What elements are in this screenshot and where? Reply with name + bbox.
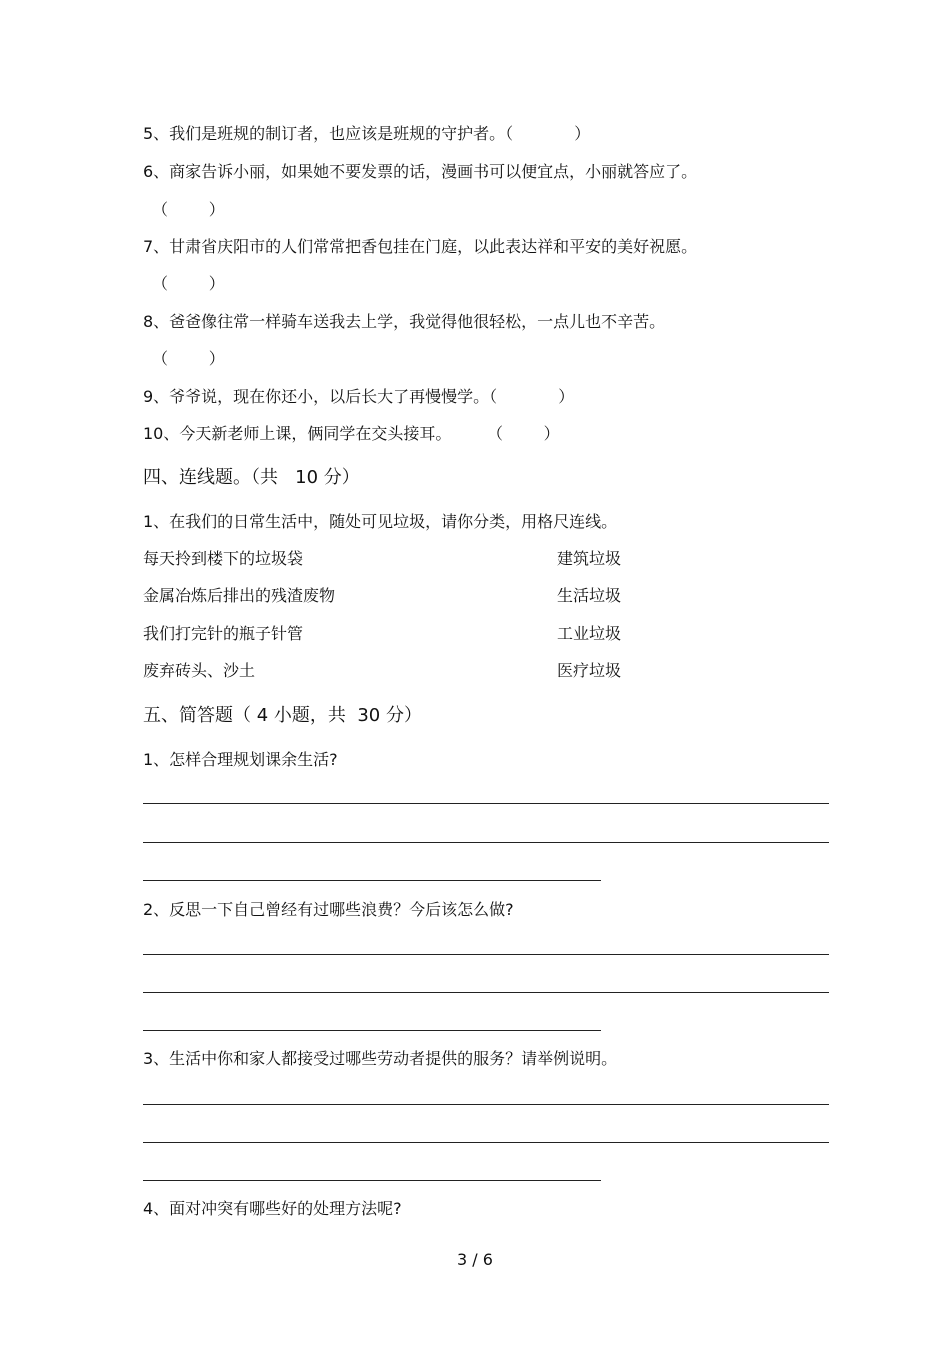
- matching-right-item: 医疗垃圾: [557, 661, 622, 680]
- matching-left-item: 我们打完针的瓶子针管: [143, 624, 304, 643]
- matching-right-item: 建筑垃圾: [557, 549, 622, 568]
- matching-instruction: 1、在我们的日常生活中，随处可见垃圾，请你分类，用格尺连线。: [143, 512, 618, 531]
- answer-line: [143, 1142, 829, 1143]
- short-answer-question-3: 3、生活中你和家人都接受过哪些劳动者提供的服务？请举例说明。: [143, 1049, 618, 1068]
- tf-answer-blank-6: （ ）: [152, 200, 225, 219]
- answer-line: [143, 803, 829, 804]
- answer-line: [143, 992, 829, 993]
- tf-question-10: 10、今天新老师上课，俩同学在交头接耳。 （ ）: [143, 424, 560, 443]
- matching-left-item: 废弃砖头、沙土: [143, 661, 256, 680]
- matching-left-item: 每天拎到楼下的垃圾袋: [143, 549, 304, 568]
- matching-right-item: 生活垃圾: [557, 586, 622, 605]
- section-5-title: 五、简答题（ 4 小题，共 30 分）: [143, 705, 422, 726]
- answer-line: [143, 880, 601, 881]
- page-number: 3 / 6: [457, 1250, 493, 1269]
- section-4-title: 四、连线题。（共 10 分）: [143, 467, 360, 488]
- matching-right-item: 工业垃圾: [557, 624, 622, 643]
- tf-answer-blank-7: （ ）: [152, 274, 225, 293]
- answer-line: [143, 1030, 601, 1031]
- matching-left-item: 金属冶炼后排出的残渣废物: [143, 586, 336, 605]
- tf-question-5: 5、我们是班规的制订者，也应该是班规的守护者。（ ）: [143, 124, 591, 143]
- short-answer-question-4: 4、面对冲突有哪些好的处理方法呢?: [143, 1199, 402, 1218]
- answer-line: [143, 842, 829, 843]
- tf-answer-blank-8: （ ）: [152, 349, 225, 368]
- tf-question-6: 6、商家告诉小丽，如果她不要发票的话，漫画书可以便宜点，小丽就答应了。: [143, 162, 698, 181]
- short-answer-question-1: 1、怎样合理规划课余生活?: [143, 750, 338, 769]
- tf-question-9: 9、爷爷说，现在你还小，以后长大了再慢慢学。（ ）: [143, 387, 575, 406]
- tf-question-8: 8、爸爸像往常一样骑车送我去上学，我觉得他很轻松，一点儿也不辛苦。: [143, 312, 666, 331]
- tf-question-7: 7、甘肃省庆阳市的人们常常把香包挂在门庭，以此表达祥和平安的美好祝愿。: [143, 237, 698, 256]
- answer-line: [143, 954, 829, 955]
- answer-line: [143, 1104, 829, 1105]
- short-answer-question-2: 2、反思一下自己曾经有过哪些浪费？今后该怎么做?: [143, 900, 514, 919]
- answer-line: [143, 1180, 601, 1181]
